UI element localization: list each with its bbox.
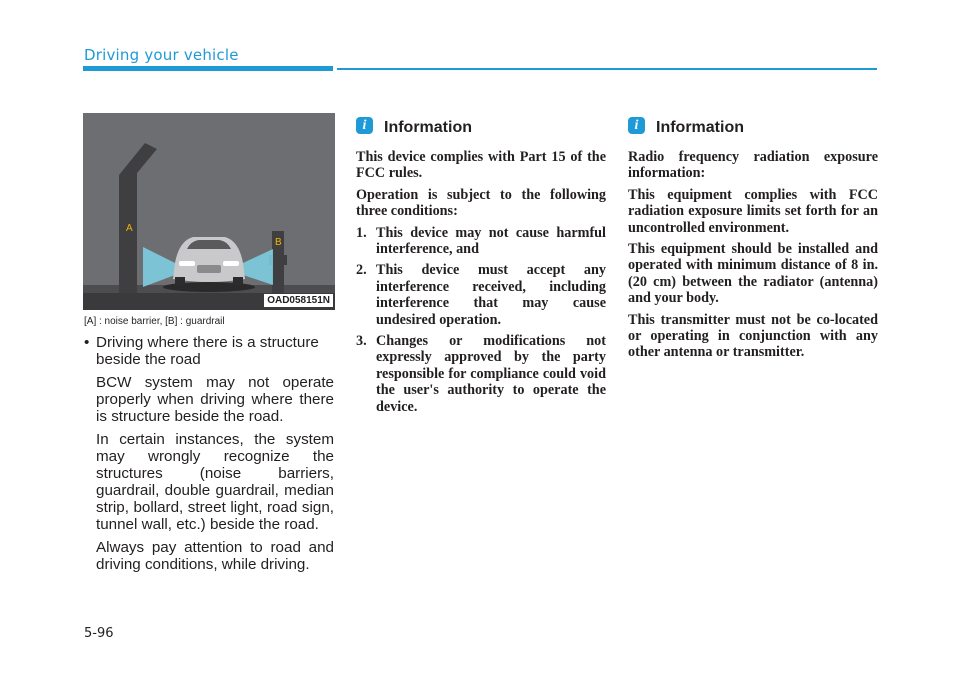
info-title: Information [384, 119, 472, 136]
info-paragraph: This equipment should be installed and operated with minimum distance of 8 in. (20 cm) between the radiator (antenna) and your body. [628, 241, 878, 307]
info-paragraph: This equipment complies with FCC radiation exposure limits set forth for an uncontrolled environment. [628, 186, 878, 236]
bullet-item [84, 334, 334, 368]
paragraph: In certain instances, the system may wrongly recognize the structures (noise barriers, guardrail, double guardrail, median strip, bollard, street light, road sign, tunnel wall, etc.) beside the road. [96, 431, 334, 533]
item-number: 1. [356, 224, 367, 241]
info-icon: i [356, 117, 373, 134]
info-icon: i [628, 117, 645, 134]
info-paragraph: Operation is subject to the following three conditions: [356, 186, 606, 220]
road-scene-drawing [83, 113, 335, 310]
item-text: Changes or modifications not expressly approved by the party responsible for compliance could void the user's authority to operate the device. [376, 333, 606, 415]
info-body [356, 149, 606, 415]
info-header [356, 117, 606, 139]
info-box-rf-exposure [628, 117, 878, 366]
info-paragraph: This device complies with Part 15 of the FCC rules. [356, 149, 606, 182]
item-text: This device must accept any interference received, including interference that may cause undesired operation. [376, 262, 606, 328]
info-header [628, 117, 878, 139]
paragraph: BCW system may not operate properly when driving where there is structure beside the road. [96, 374, 334, 425]
item-number: 3. [356, 333, 367, 350]
figure-code: OAD058151N [264, 294, 333, 307]
label-b: B [275, 237, 282, 248]
numbered-item [356, 333, 606, 415]
bcw-illustration [83, 113, 335, 310]
info-paragraph: This transmitter must not be co-located or operating in conjunction with any other antenna or transmitter. [628, 311, 878, 361]
structure-beside-road-section [84, 334, 334, 573]
header-rule-thin [337, 68, 877, 70]
section-title: Driving your vehicle [84, 46, 239, 64]
figure-caption: [A] : noise barrier, [B] : guardrail [84, 316, 225, 327]
item-text: This device may not cause harmful interference, and [376, 224, 606, 258]
header-rule-thick [83, 66, 333, 71]
numbered-item [356, 225, 606, 258]
label-a: A [126, 223, 133, 234]
bullet-dot: • [84, 334, 90, 351]
numbered-item [356, 262, 606, 328]
item-number: 2. [356, 262, 367, 279]
info-title: Information [656, 119, 744, 136]
bullet-text: Driving where there is a structure beside the road [96, 334, 319, 368]
page-number: 5-96 [84, 626, 114, 641]
paragraph: Always pay attention to road and driving conditions, while driving. [96, 539, 334, 573]
info-paragraph: Radio frequency radiation exposure information: [628, 149, 878, 182]
info-box-fcc [356, 117, 606, 420]
info-body [628, 149, 878, 361]
